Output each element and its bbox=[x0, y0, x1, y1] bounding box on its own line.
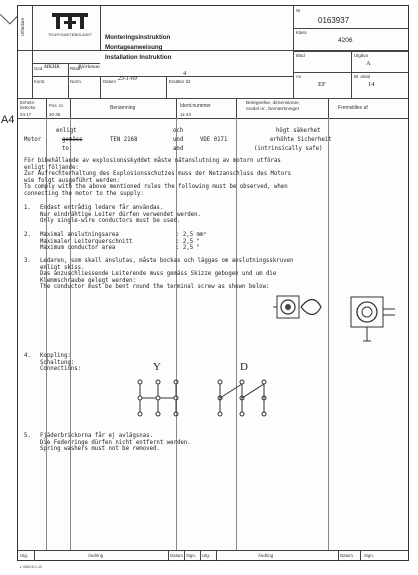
item3-line3: Das anzuschliessende Leiterende muss gemäss Skizze gebogen und um die bbox=[40, 271, 277, 278]
col-fremstilles: Fremstilles af bbox=[338, 105, 368, 111]
utgava-value: A bbox=[366, 60, 371, 67]
footer-div1 bbox=[34, 550, 35, 561]
item1-line1: Endast entrådig ledare får användas. bbox=[40, 205, 164, 211]
col-identnummer: Ident.nummer bbox=[180, 103, 211, 109]
star-connection-diagram bbox=[126, 374, 196, 422]
p0-line2: enligt följande: bbox=[24, 164, 79, 171]
col-betegnelse: Betegnelse, dimensioner, model nr., bemærkninger bbox=[246, 101, 300, 112]
doc-number: 0163937 bbox=[318, 16, 350, 25]
item1-number: 1. bbox=[24, 205, 31, 211]
god-value: MKHK bbox=[44, 64, 60, 70]
body-col-line5 bbox=[328, 118, 329, 550]
item3-number: 3. bbox=[24, 258, 31, 264]
intro-hogt-sakerhet: högt säkerhet bbox=[276, 128, 321, 134]
footer-datum-1: Datum bbox=[170, 553, 183, 558]
intro-to: to bbox=[62, 146, 69, 152]
ritad-value: Björkman bbox=[78, 64, 100, 70]
company-name: TELEFONAKTIEBOLAGET bbox=[48, 33, 92, 37]
datum-value: 23-1-69 bbox=[118, 76, 137, 82]
item3-line2: enligt skiss. bbox=[40, 264, 85, 271]
footer-andring-2: Ändring bbox=[258, 553, 274, 558]
footer-top-line bbox=[18, 550, 408, 551]
document-sheet bbox=[17, 5, 409, 561]
item4-number: 4. bbox=[24, 353, 31, 359]
footer-andring-1: Ändring bbox=[88, 553, 104, 558]
header-right-divider bbox=[293, 6, 294, 98]
item4-line2: Schaltung: bbox=[40, 359, 75, 366]
bl-antal-value: 14 bbox=[368, 81, 375, 88]
header-left-divider bbox=[32, 6, 33, 98]
klass-value: 4206 bbox=[338, 37, 353, 44]
col-enhetsbeteckn: Enhets-beteckn. bbox=[20, 100, 37, 110]
item3-line1: Ledaren, som skall anslutas, måste bockas och läggas om anslutningsskruven bbox=[40, 258, 294, 264]
ersatter-label: Ersätter d3 bbox=[169, 79, 191, 84]
intro-och: och bbox=[173, 128, 184, 134]
terminal-screw-sketch-top bbox=[271, 282, 331, 330]
col-identnummer-code: 11-44 bbox=[180, 112, 191, 117]
title-german: Montageanweisung bbox=[105, 44, 163, 51]
company-logo bbox=[50, 12, 90, 34]
datum-label: Datum bbox=[103, 79, 116, 84]
blad-label: Blad bbox=[296, 53, 305, 58]
p0-line6: connecting the motor to the supply: bbox=[24, 191, 144, 197]
item2-row2-value: : 2,5 " bbox=[176, 238, 200, 245]
item2-row3-value: : 2,5 " bbox=[176, 245, 200, 252]
delta-connection-label: D bbox=[240, 361, 248, 373]
footer-div2 bbox=[168, 550, 169, 561]
footer-div3 bbox=[184, 550, 185, 561]
p0-line3: Zur Aufrechterhaltung des Explosionsschutzes muss der Netzanschluss des Motors bbox=[24, 171, 292, 178]
delta-connection-diagram bbox=[206, 374, 286, 422]
col-benamning: Benämning bbox=[110, 105, 136, 111]
title-swedish: Monteringsinstruktion bbox=[105, 34, 171, 41]
row-line-kontr bbox=[32, 76, 293, 77]
form-code-note: L 4340 B-1-10 bbox=[20, 565, 43, 569]
item2-number: 2. bbox=[24, 232, 31, 238]
terminal-screw-sketch-side bbox=[343, 291, 398, 346]
row-vdiv2 bbox=[100, 76, 101, 98]
star-connection-label: Y bbox=[153, 361, 161, 373]
hdr-r-line1 bbox=[293, 28, 408, 29]
footer-utg-2: Utg. bbox=[202, 553, 211, 558]
item5-line2: Die Federringe dürfen nicht entfernt werden. bbox=[40, 439, 191, 446]
col-enhetsbeteckn-code: 34-17 bbox=[20, 112, 32, 117]
intro-und: und bbox=[173, 137, 184, 143]
col-header-top-line bbox=[18, 98, 408, 99]
intro-standard-1: TEN 2168 bbox=[110, 137, 138, 143]
body-col-line3 bbox=[176, 118, 177, 550]
item2-row3-text: Maximum conductor area bbox=[40, 245, 116, 252]
kontr-label: Kontr. bbox=[34, 79, 46, 84]
hdr-r-line3 bbox=[293, 72, 408, 73]
intro-erhohte: erhöhte Sicherheit bbox=[270, 137, 332, 143]
footer-utg-1: Utg. bbox=[20, 553, 29, 558]
item5-line3: Spring washers must not be removed. bbox=[40, 446, 160, 453]
sheet-number: 4 bbox=[183, 70, 187, 77]
col-div3 bbox=[176, 98, 177, 118]
p0-line1: För bibehållande av explosionsskyddet måste nätanslutning av motorn utföras bbox=[24, 158, 281, 164]
bl-antal-label: Bl. antal bbox=[354, 74, 370, 79]
footer-div4 bbox=[200, 550, 201, 561]
intro-enligt: enligt bbox=[56, 128, 77, 134]
item1-line2: Nur eindrähtige Leiter dürfen verwendet werden. bbox=[40, 211, 201, 218]
item3-line4: Klemmschraube gelegt werden: bbox=[40, 277, 136, 284]
issuer-vertical-label: Utfärdare bbox=[20, 17, 25, 36]
p0-line5: To comply with the above mentioned rules the following must be observed, when bbox=[24, 184, 288, 191]
av-label: Av bbox=[296, 74, 302, 79]
hdr-r-vdiv bbox=[351, 51, 352, 98]
col-posnr-code: 30-35 bbox=[49, 112, 61, 117]
title-english: Installation Instruktion bbox=[105, 54, 172, 61]
utgava-label: Utgåva bbox=[354, 53, 368, 58]
col-div2 bbox=[70, 98, 71, 118]
ritad-label: Ritad bbox=[70, 66, 81, 71]
item4-line3: Connections: bbox=[40, 366, 82, 373]
intro-standard-2: VDE 0171 bbox=[200, 137, 228, 143]
item3-line5: The conductor must be bent round the terminal screw as shown below: bbox=[40, 284, 270, 291]
footer-div6 bbox=[338, 550, 339, 561]
item1-line3: Only single-wire conductors must be used. bbox=[40, 218, 181, 225]
row-vdiv bbox=[68, 63, 69, 98]
p0-line4: wie folgt ausgeführt werden: bbox=[24, 177, 120, 184]
intro-gemass: gemäss bbox=[62, 137, 83, 143]
col-posnr: Pos. nr. bbox=[49, 103, 64, 108]
header-divider-logo bbox=[100, 6, 101, 50]
col-div1 bbox=[46, 98, 47, 118]
av-value: EF bbox=[318, 81, 326, 88]
col-header-bottom-line bbox=[18, 118, 408, 119]
item2-row1-value: : 2,5 mm² bbox=[176, 232, 207, 238]
item2-row1-text: Maximal anslutningsarea bbox=[40, 232, 119, 238]
doc-number-label: Nr bbox=[296, 8, 301, 13]
footer-div7 bbox=[360, 550, 361, 561]
intro-motor: Motor bbox=[24, 137, 42, 143]
footer-div5 bbox=[216, 550, 217, 561]
margin-page-size-label: A4 bbox=[1, 114, 15, 126]
klass-label: Klass bbox=[296, 30, 307, 35]
intro-and: and bbox=[173, 146, 184, 152]
footer-sign-1: Sign. bbox=[186, 553, 197, 558]
footer-sign-2: Sign. bbox=[364, 553, 375, 558]
god-label: God bbox=[34, 66, 43, 71]
item2-row2-text: Maximaler Leiterquerschnitt bbox=[40, 238, 133, 245]
intro-intrinsically: (intrinsically safe) bbox=[254, 146, 323, 152]
col-div5 bbox=[328, 98, 329, 118]
col-div4 bbox=[236, 98, 237, 118]
item5-number: 5. bbox=[24, 433, 31, 439]
item5-line1: Fjäderbrickorna får ej avlägsnas. bbox=[40, 433, 153, 439]
footer-datum-2: Datum bbox=[340, 553, 353, 558]
row-vdiv3 bbox=[166, 76, 167, 98]
norm-label: Norm. bbox=[70, 79, 82, 84]
item4-line1: Koppling: bbox=[40, 353, 71, 359]
body-col-line4 bbox=[236, 118, 237, 550]
